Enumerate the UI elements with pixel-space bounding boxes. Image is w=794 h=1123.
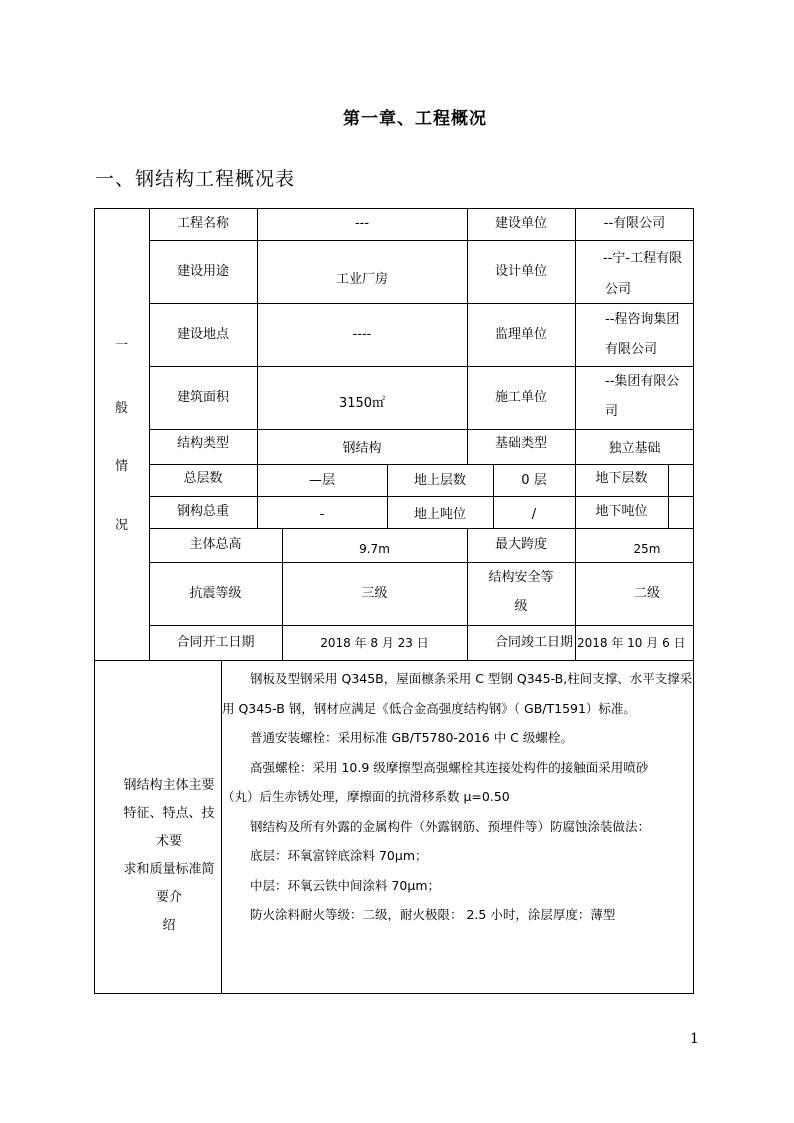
label-floor-area: 建筑面积 xyxy=(176,389,229,405)
label-project-name: 工程名称 xyxy=(176,216,229,231)
label-completion-date: 合同竣工日期 xyxy=(495,634,574,650)
side-char: 情 xyxy=(114,459,128,474)
value-floor-area: 3150㎡ xyxy=(338,395,386,411)
section-title: 一、钢结构工程概况表 xyxy=(95,168,296,190)
side-char: 一 xyxy=(114,338,128,353)
label-steel-weight: 钢构总重 xyxy=(176,504,229,519)
desc-paragraph: 防火涂料耐火等级：二级，耐火极限： 2.5 小时，涂层厚度：薄型 xyxy=(250,907,616,922)
label-total-floors: 总层数 xyxy=(183,471,223,486)
value-total-floors: —层 xyxy=(308,473,335,488)
value-seismic-grade: 三级 xyxy=(361,585,388,601)
desc-label-line: 求和质量标准简要介 xyxy=(123,862,215,905)
value-max-span: 25m xyxy=(633,542,661,556)
value-supervisor-line2: 有限公司 xyxy=(605,342,658,357)
label-start-date: 合同开工日期 xyxy=(176,634,255,650)
label-designer: 设计单位 xyxy=(494,263,547,279)
desc-paragraph: （丸）后生赤锈处理，摩擦面的抗滑移系数 μ=0.50 xyxy=(222,789,510,804)
value-designer-line2: 公司 xyxy=(605,282,632,297)
label-owner: 建设单位 xyxy=(494,216,547,231)
desc-paragraph: 钢结构及所有外露的金属构件（外露钢筋、预埋件等）防腐蚀涂装做法： xyxy=(250,818,651,834)
label-structure-type: 结构类型 xyxy=(176,436,229,451)
side-char: 况 xyxy=(114,518,128,533)
value-steel-weight: - xyxy=(319,507,325,522)
label-seismic-grade: 抗震等级 xyxy=(189,585,242,601)
value-location: ---- xyxy=(352,326,372,342)
value-usage: 工业厂房 xyxy=(335,271,388,287)
value-total-height: 9.7m xyxy=(359,542,390,556)
desc-label-line: 绍 xyxy=(162,918,176,933)
desc-paragraph: 底层：环氧富锌底涂料 70μm； xyxy=(250,848,428,863)
desc-paragraph: 高强螺栓：采用 10.9 级摩擦型高强螺栓其连接处构件的接触面采用喷砂 xyxy=(250,759,649,775)
desc-label xyxy=(120,772,218,940)
label-usage: 建设用途 xyxy=(176,263,229,279)
label-underground-tonnage: 地下吨位 xyxy=(595,504,648,519)
value-start-date: 2018 年 8 月 23 日 xyxy=(320,635,429,650)
desc-paragraph: 钢板及型钢采用 Q345B，屋面檩条采用 C 型钢 Q345-B,柱间支撑、水平支撑采 xyxy=(250,671,693,686)
desc-paragraph: 用 Q345-B 钢，钢材应满足《低合金高强度结构钢》（ GB/T1591）标准。 xyxy=(222,700,636,716)
label-contractor: 施工单位 xyxy=(494,389,547,405)
value-contractor-line2: 司 xyxy=(605,404,619,419)
label-safety-grade-line1: 结构安全等 xyxy=(488,570,554,585)
value-above-ground-tonnage: / xyxy=(531,507,537,522)
desc-label-line: 钢结构主体主要 xyxy=(123,778,215,793)
desc-paragraph: 中层：环氧云铁中间涂料 70μm； xyxy=(250,877,441,893)
desc-content xyxy=(222,664,694,930)
value-above-ground-floors: 0 层 xyxy=(521,473,547,488)
chapter-title: 第一章、工程概况 xyxy=(343,109,487,129)
desc-paragraph: 普通安装螺栓：采用标准 GB/T5780-2016 中 C 级螺栓。 xyxy=(250,730,573,745)
label-above-ground-floors: 地上层数 xyxy=(413,473,466,488)
side-char: 般 xyxy=(114,401,128,416)
page-number: 1 xyxy=(690,1031,699,1047)
label-safety-grade-line2: 级 xyxy=(514,599,528,614)
value-foundation-type: 独立基础 xyxy=(608,441,661,456)
label-total-height: 主体总高 xyxy=(189,537,242,552)
value-contractor-line1: --集团有限公 xyxy=(605,374,680,389)
label-underground-floors: 地下层数 xyxy=(595,471,648,486)
value-safety-grade: 二级 xyxy=(633,585,660,601)
label-foundation-type: 基础类型 xyxy=(494,436,547,451)
col-divider xyxy=(668,464,669,528)
value-designer-line1: --宁-工程有限 xyxy=(603,251,683,266)
label-above-ground-tonnage: 地上吨位 xyxy=(413,507,466,522)
value-owner: --有限公司 xyxy=(603,216,666,231)
label-max-span: 最大跨度 xyxy=(494,537,547,552)
value-structure-type: 钢结构 xyxy=(342,441,382,456)
value-project-name: --- xyxy=(354,216,370,231)
label-location: 建设地点 xyxy=(176,326,229,342)
value-supervisor-line1: --程咨询集团 xyxy=(605,312,680,327)
label-supervisor: 监理单位 xyxy=(494,326,547,342)
desc-label-line: 特征、特点、技术要 xyxy=(123,806,215,849)
section-divider xyxy=(94,660,694,661)
value-completion-date: 2018 年 10 月 6 日 xyxy=(577,635,686,650)
